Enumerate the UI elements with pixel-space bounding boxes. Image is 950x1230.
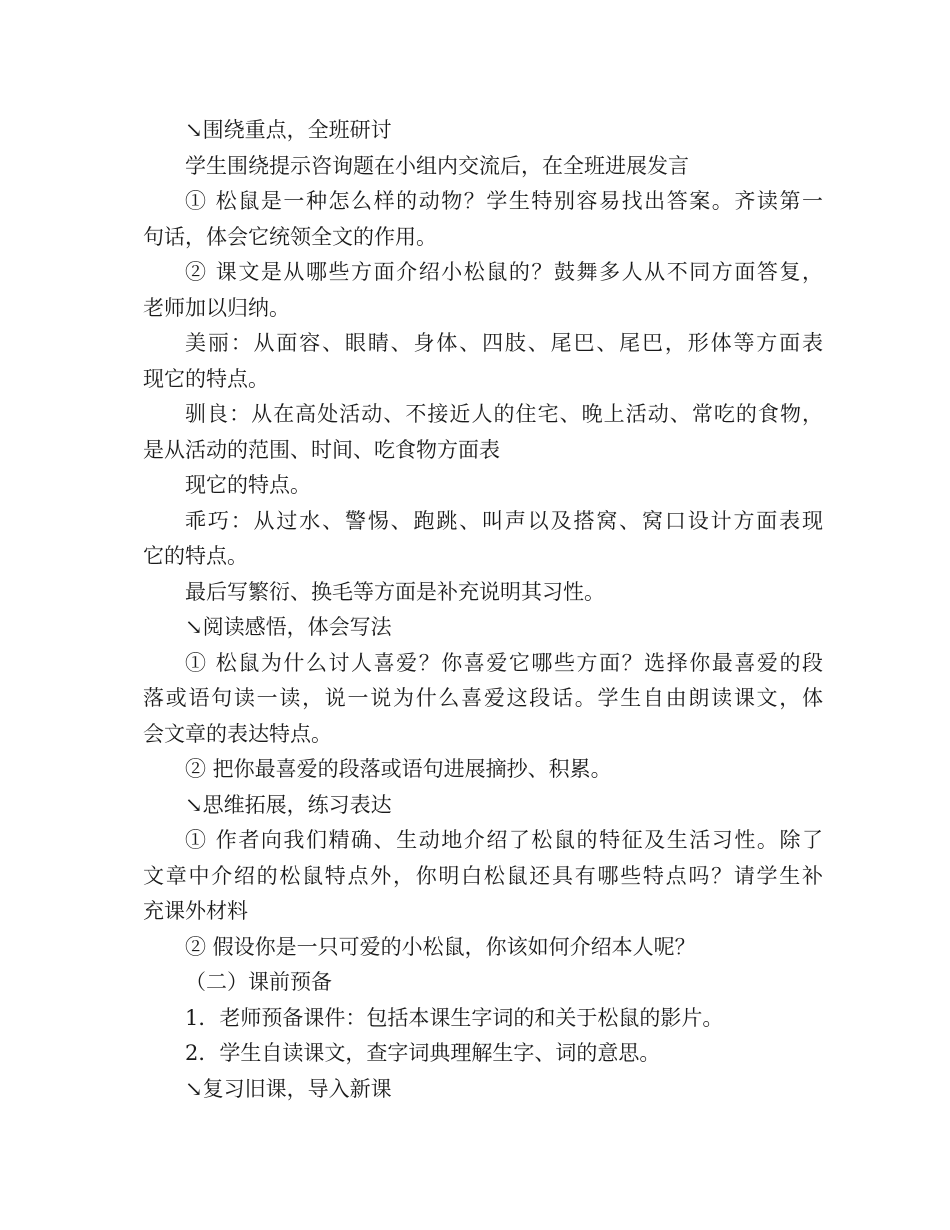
section-heading: ↘阅读感悟，体会写法 <box>185 615 392 639</box>
paragraph-line: 落或语句读一读，说一说为什么喜爱这段话。学生自由朗读课文，体 <box>143 686 823 710</box>
paragraph-line: ② 课文是从哪些方面介绍小松鼠的？鼓舞多人从不同方面答复， <box>185 260 823 284</box>
paragraph-line: 充课外材料 <box>143 899 248 923</box>
paragraph-line: 句话，体会它统领全文的作用。 <box>143 224 437 249</box>
list-item: 1．老师预备课件：包括本课生字词的和关于松鼠的影片。 <box>185 1005 724 1030</box>
paragraph-line: 最后写繁衍、换毛等方面是补充说明其习性。 <box>185 579 605 604</box>
list-item: 2．学生自读课文，查字词典理解生字、词的意思。 <box>185 1041 661 1065</box>
paragraph-line: ② 把你最喜爱的段落或语句进展摘抄、积累。 <box>185 757 612 781</box>
section-heading: （二）课前预备 <box>185 970 332 994</box>
paragraph-line: 驯良：从在高处活动、不接近人的住宅、晚上活动、常吃的食物， <box>185 402 823 426</box>
paragraph-line: ① 松鼠为什么讨人喜爱？你喜爱它哪些方面？选择你最喜爱的段 <box>185 650 823 675</box>
section-heading: ↘思维拓展，练习表达 <box>185 792 392 817</box>
document-body <box>143 113 823 1107</box>
paragraph-line: 文章中介绍的松鼠特点外，你明白松鼠还具有哪些特点吗？请学生补 <box>143 863 823 888</box>
paragraph-line: 乖巧：从过水、警惕、跑跳、叫声以及搭窝、窝口设计方面表现 <box>185 508 823 533</box>
paragraph-line: ① 作者向我们精确、生动地介绍了松鼠的特征及生活习性。除了 <box>185 828 823 852</box>
paragraph-line: 会文章的表达特点。 <box>143 721 332 746</box>
paragraph-line: 是从活动的范围、时间、吃食物方面表 <box>143 437 500 462</box>
paragraph-line: 它的特点。 <box>143 544 248 568</box>
paragraph-line: 现它的特点。 <box>185 473 311 497</box>
paragraph-line: ① 松鼠是一种怎么样的动物？学生特别容易找出答案。齐读第一 <box>185 189 823 213</box>
section-heading: ↘复习旧课，导入新课 <box>185 1076 392 1101</box>
paragraph-line: 学生围绕提示咨询题在小组内交流后，在全班进展发言 <box>185 153 689 178</box>
paragraph-line: 美丽：从面容、眼睛、身体、四肢、尾巴、尾巴，形体等方面表 <box>185 331 823 355</box>
paragraph-line: 老师加以归纳。 <box>143 295 290 320</box>
paragraph-line: 现它的特点。 <box>143 366 269 391</box>
section-heading: ↘围绕重点，全班研讨 <box>185 118 392 142</box>
paragraph-line: ② 假设你是一只可爱的小松鼠，你该如何介绍本人呢？ <box>185 934 696 959</box>
